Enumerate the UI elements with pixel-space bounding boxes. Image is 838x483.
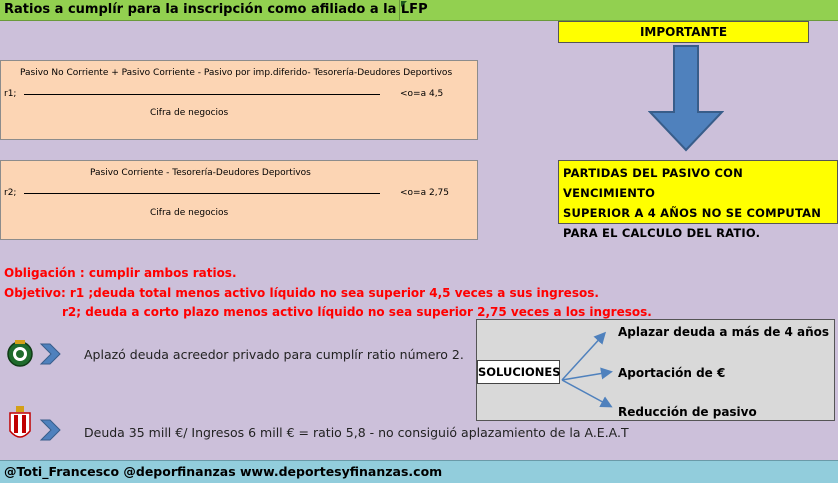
cell-comment-flag-icon	[401, 1, 407, 7]
ratio1-denominator: Cifra de negocios	[150, 108, 229, 118]
ratio1-fraction-line	[24, 94, 380, 95]
important-note-line: PARTIDAS DEL PASIVO CON VENCIMIENTO	[563, 166, 743, 200]
ratio2-label: r2;	[4, 188, 17, 198]
red-white-club-crest-icon	[8, 405, 32, 445]
club2-note: Deuda 35 mill €/ Ingresos 6 mill € = ratio 5,8 - no consiguió aplazamiento de la A.E.A.T	[84, 425, 629, 440]
ratio1-condition: <o=a 4,5	[400, 89, 444, 99]
chevron-right-icon	[38, 342, 62, 366]
objective-r2-text: r2; deuda a corto plazo menos activo líquido no sea superior 2,75 veces a los ingresos.	[62, 305, 652, 319]
important-heading: IMPORTANTE	[558, 21, 809, 43]
important-note-line: PARA EL CALCULO DEL RATIO.	[563, 226, 761, 240]
green-club-crest-icon	[6, 337, 34, 371]
solution-item: Aportación de €	[618, 366, 726, 380]
ratio1-label: r1;	[4, 89, 17, 99]
footer-credits: @Toti_Francesco @deporfinanzas www.deportesyfinanzas.com	[4, 464, 443, 479]
objective-r1-text: Objetivo: r1 ;deuda total menos activo líquido no sea superior 4,5 veces a sus ingresos.	[4, 286, 599, 300]
solution-item: Reducción de pasivo	[618, 405, 757, 419]
ratio2-numerator: Pasivo Corriente - Tesorería-Deudores Deportivos	[90, 168, 311, 178]
ratio2-denominator: Cifra de negocios	[150, 208, 229, 218]
ratio2-fraction-line	[24, 193, 380, 194]
solutions-label: SOLUCIONES	[477, 360, 560, 384]
page-title: Ratios a cumplír para la inscripción como afiliado a la LFP	[4, 2, 428, 17]
important-note-line: SUPERIOR A 4 AÑOS NO SE COMPUTAN	[563, 206, 822, 220]
chevron-right-icon	[38, 418, 62, 442]
solution-item: Aplazar deuda a más de 4 años	[618, 325, 830, 339]
ratio2-condition: <o=a 2,75	[400, 188, 450, 198]
important-note	[558, 160, 838, 240]
club1-note: Aplazó deuda acreedor privado para cumplír ratio número 2.	[84, 347, 464, 362]
arrow-down-icon	[648, 44, 724, 152]
ratio1-numerator: Pasivo No Corriente + Pasivo Corriente - Pasivo por imp.diferido- Tesorería-Deudores Deportivos	[20, 68, 453, 78]
solutions-arrows-icon	[560, 330, 620, 410]
obligation-text: Obligación : cumplir ambos ratios.	[4, 266, 237, 280]
